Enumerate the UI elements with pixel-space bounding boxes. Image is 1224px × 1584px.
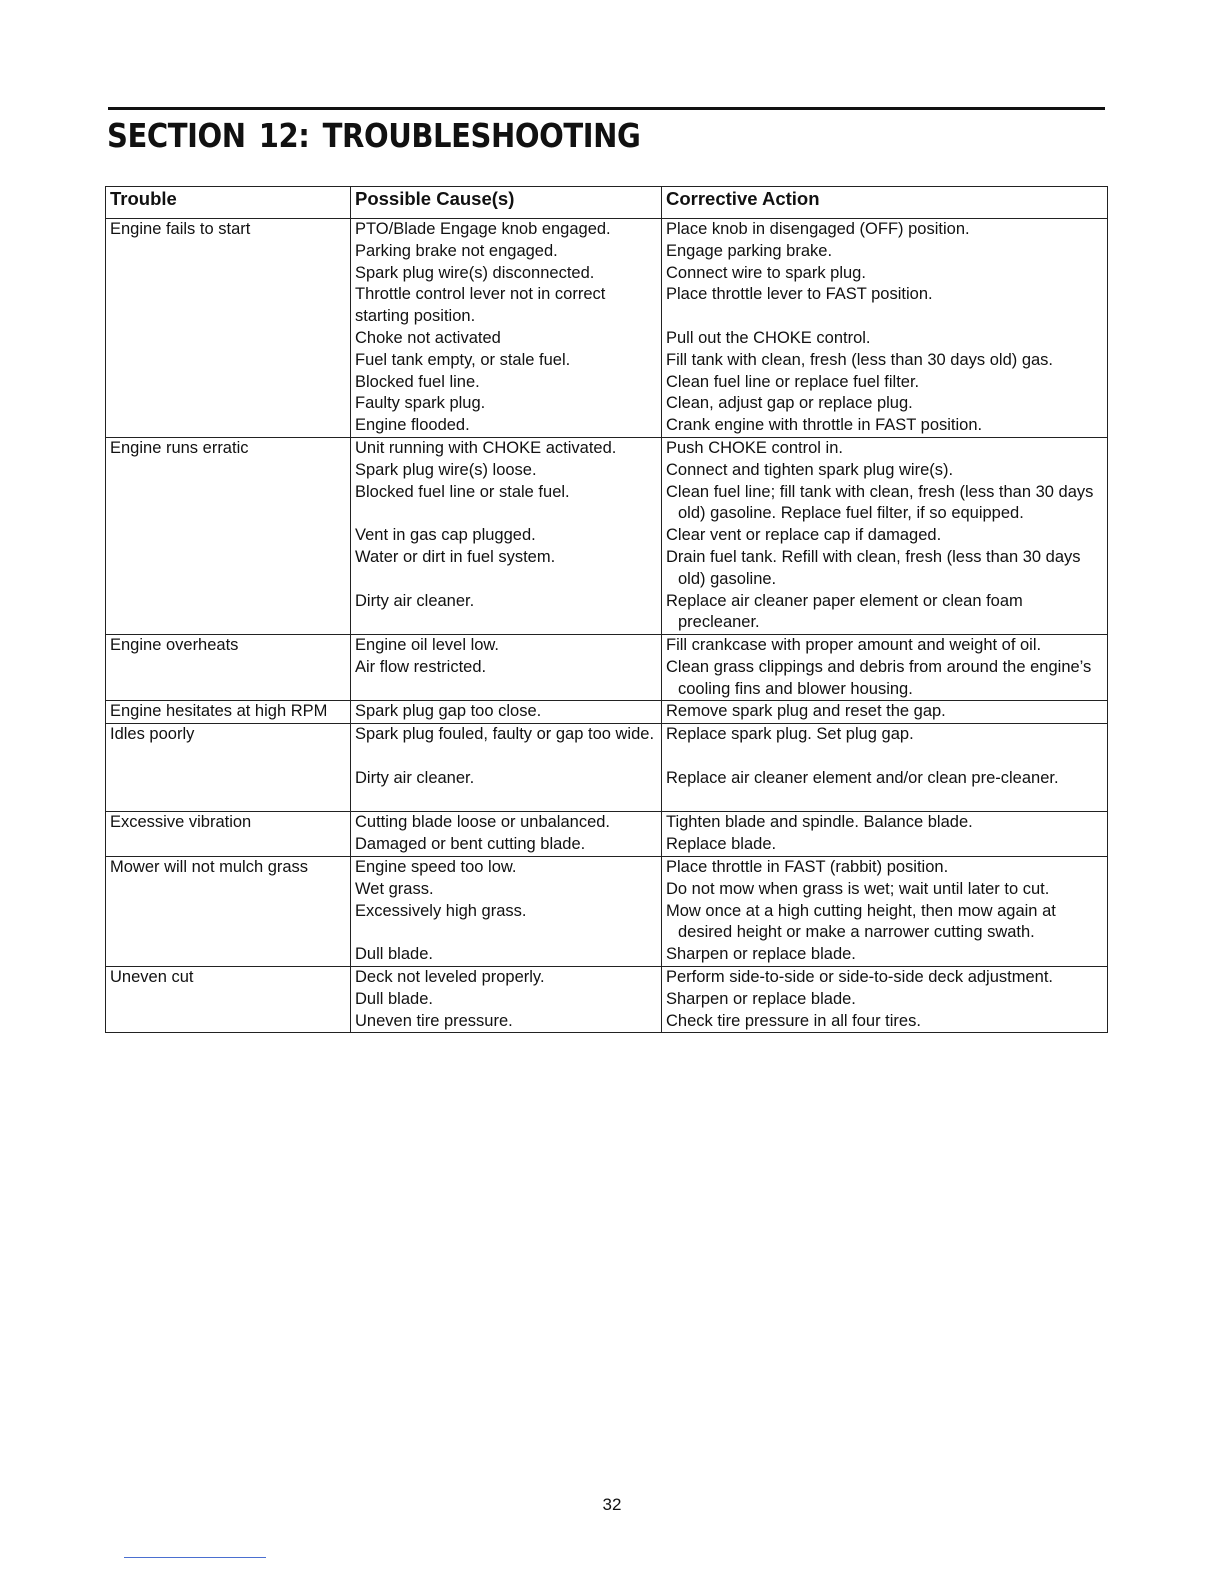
trouble-cell: Mower will not mulch grass — [106, 857, 351, 967]
action-text: Clean fuel line; fill tank with clean, fresh (less than 30 days old) gasoline. Replace fuel filter, if so equipped. — [666, 482, 1094, 523]
action-text: Replace air cleaner element and/or clean pre-cleaner. — [666, 768, 1059, 787]
cause-text: Parking brake not engaged. — [355, 241, 558, 260]
action-text: Sharpen or replace blade. — [666, 989, 856, 1008]
action-text: Clear vent or replace cap if damaged. — [666, 526, 942, 545]
cause-text: Engine flooded. — [355, 416, 470, 435]
action-text: Pull out the CHOKE control. — [666, 329, 871, 347]
trouble-cell: Excessive vibration — [106, 812, 351, 857]
action-text: Push CHOKE control in. — [666, 439, 843, 457]
cause-text: Dirty air cleaner. — [355, 591, 475, 610]
page-number: 32 — [602, 1495, 622, 1514]
table-body — [106, 219, 1108, 1033]
action-text: Perform side-to-side or side-to-side deck adjustment. — [666, 968, 1053, 986]
action-cell — [662, 701, 1108, 724]
header-possible-causes: Possible Cause(s) — [351, 187, 662, 219]
table-row — [106, 724, 1108, 812]
cause-text: Blocked fuel line or stale fuel. — [355, 482, 570, 501]
action-text: Clean, adjust gap or replace plug. — [666, 394, 913, 413]
table-row — [106, 701, 1108, 724]
action-cell — [662, 438, 1108, 635]
section-top-rule — [108, 107, 1105, 110]
cause-cell — [351, 967, 662, 1033]
cause-text: Fuel tank empty, or stale fuel. — [355, 350, 571, 369]
cause-text: Spark plug fouled, faulty or gap too wide. — [355, 725, 655, 743]
action-text: Crank engine with throttle in FAST position. — [666, 416, 983, 435]
table-row — [106, 438, 1108, 635]
trouble-cell: Engine overheats — [106, 635, 351, 701]
cause-text: Unit running with CHOKE activated. — [355, 439, 617, 457]
action-text: Connect and tighten spark plug wire(s). — [666, 460, 954, 479]
cause-text: PTO/Blade Engage knob engaged. — [355, 220, 611, 238]
cause-text: Dull blade. — [355, 989, 433, 1008]
table-row — [106, 812, 1108, 857]
cause-cell — [351, 438, 662, 635]
action-text: Tighten blade and spindle. Balance blade. — [666, 813, 973, 831]
cause-text: Dirty air cleaner. — [355, 768, 475, 787]
cause-text: Dull blade. — [355, 945, 433, 964]
cause-text: Damaged or bent cutting blade. — [355, 834, 586, 853]
cause-text: Engine speed too low. — [355, 858, 517, 876]
cause-cell — [351, 635, 662, 701]
action-text: Engage parking brake. — [666, 241, 833, 260]
cause-text: Wet grass. — [355, 879, 434, 898]
cause-cell — [351, 857, 662, 967]
cause-text: Vent in gas cap plugged. — [355, 526, 536, 545]
cause-text: Excessively high grass. — [355, 901, 527, 920]
action-text: Replace spark plug. Set plug gap. — [666, 725, 914, 743]
cause-text: Choke not activated — [355, 329, 501, 347]
footer-link-underline — [124, 1557, 266, 1558]
header-trouble: Trouble — [106, 187, 351, 219]
cause-text: Blocked fuel line. — [355, 372, 480, 391]
cause-text: Uneven tire pressure. — [355, 1011, 513, 1030]
cause-text: Spark plug wire(s) disconnected. — [355, 263, 595, 282]
table-row — [106, 219, 1108, 438]
cause-text: Deck not leveled properly. — [355, 968, 545, 986]
trouble-cell: Idles poorly — [106, 724, 351, 812]
cause-text: Water or dirt in fuel system. — [355, 548, 556, 566]
table-row — [106, 635, 1108, 701]
header-corrective-action: Corrective Action — [662, 187, 1108, 219]
section-title: SECTION 12: TROUBLESHOOTING — [107, 116, 641, 155]
trouble-cell: Engine fails to start — [106, 219, 351, 438]
action-cell — [662, 857, 1108, 967]
cause-cell — [351, 219, 662, 438]
cause-text: Spark plug wire(s) loose. — [355, 460, 537, 479]
action-text: Replace air cleaner paper element or clean foam precleaner. — [666, 591, 1023, 632]
cause-text: Spark plug gap too close. — [355, 702, 542, 720]
action-text: Connect wire to spark plug. — [666, 263, 866, 282]
trouble-cell: Engine runs erratic — [106, 438, 351, 635]
cause-cell — [351, 701, 662, 724]
trouble-cell: Engine hesitates at high RPM — [106, 701, 351, 724]
action-cell — [662, 967, 1108, 1033]
table-row — [106, 857, 1108, 967]
cause-text: Cutting blade loose or unbalanced. — [355, 813, 611, 831]
action-text: Check tire pressure in all four tires. — [666, 1011, 921, 1030]
cause-text: Throttle control lever not in correct starting position. — [355, 285, 606, 326]
action-text: Clean grass clippings and debris from around the engine’s cooling fins and blower housing. — [666, 657, 1092, 698]
action-text: Fill tank with clean, fresh (less than 30 days old) gas. — [666, 350, 1054, 369]
action-text: Mow once at a high cutting height, then mow again at desired height or make a narrower cutting swath. — [666, 901, 1056, 942]
table-header-row — [106, 187, 1108, 219]
cause-cell — [351, 812, 662, 857]
troubleshooting-table — [105, 186, 1108, 1033]
action-text: Remove spark plug and reset the gap. — [666, 702, 946, 720]
action-cell — [662, 635, 1108, 701]
action-text: Fill crankcase with proper amount and weight of oil. — [666, 636, 1042, 654]
table-row — [106, 967, 1108, 1033]
action-text: Replace blade. — [666, 834, 777, 853]
action-text: Sharpen or replace blade. — [666, 945, 856, 964]
action-text: Drain fuel tank. Refill with clean, fresh (less than 30 days old) gasoline. — [666, 548, 1081, 588]
action-text: Place throttle in FAST (rabbit) position. — [666, 858, 949, 876]
action-text: Do not mow when grass is wet; wait until later to cut. — [666, 879, 1050, 898]
trouble-cell: Uneven cut — [106, 967, 351, 1033]
cause-cell — [351, 724, 662, 812]
action-cell — [662, 724, 1108, 812]
action-text: Place throttle lever to FAST position. — [666, 285, 933, 304]
action-text: Clean fuel line or replace fuel filter. — [666, 372, 920, 391]
cause-text: Faulty spark plug. — [355, 394, 486, 413]
action-cell — [662, 219, 1108, 438]
action-text: Place knob in disengaged (OFF) position. — [666, 220, 970, 238]
cause-text: Air flow restricted. — [355, 657, 487, 676]
cause-text: Engine oil level low. — [355, 636, 500, 654]
action-cell — [662, 812, 1108, 857]
